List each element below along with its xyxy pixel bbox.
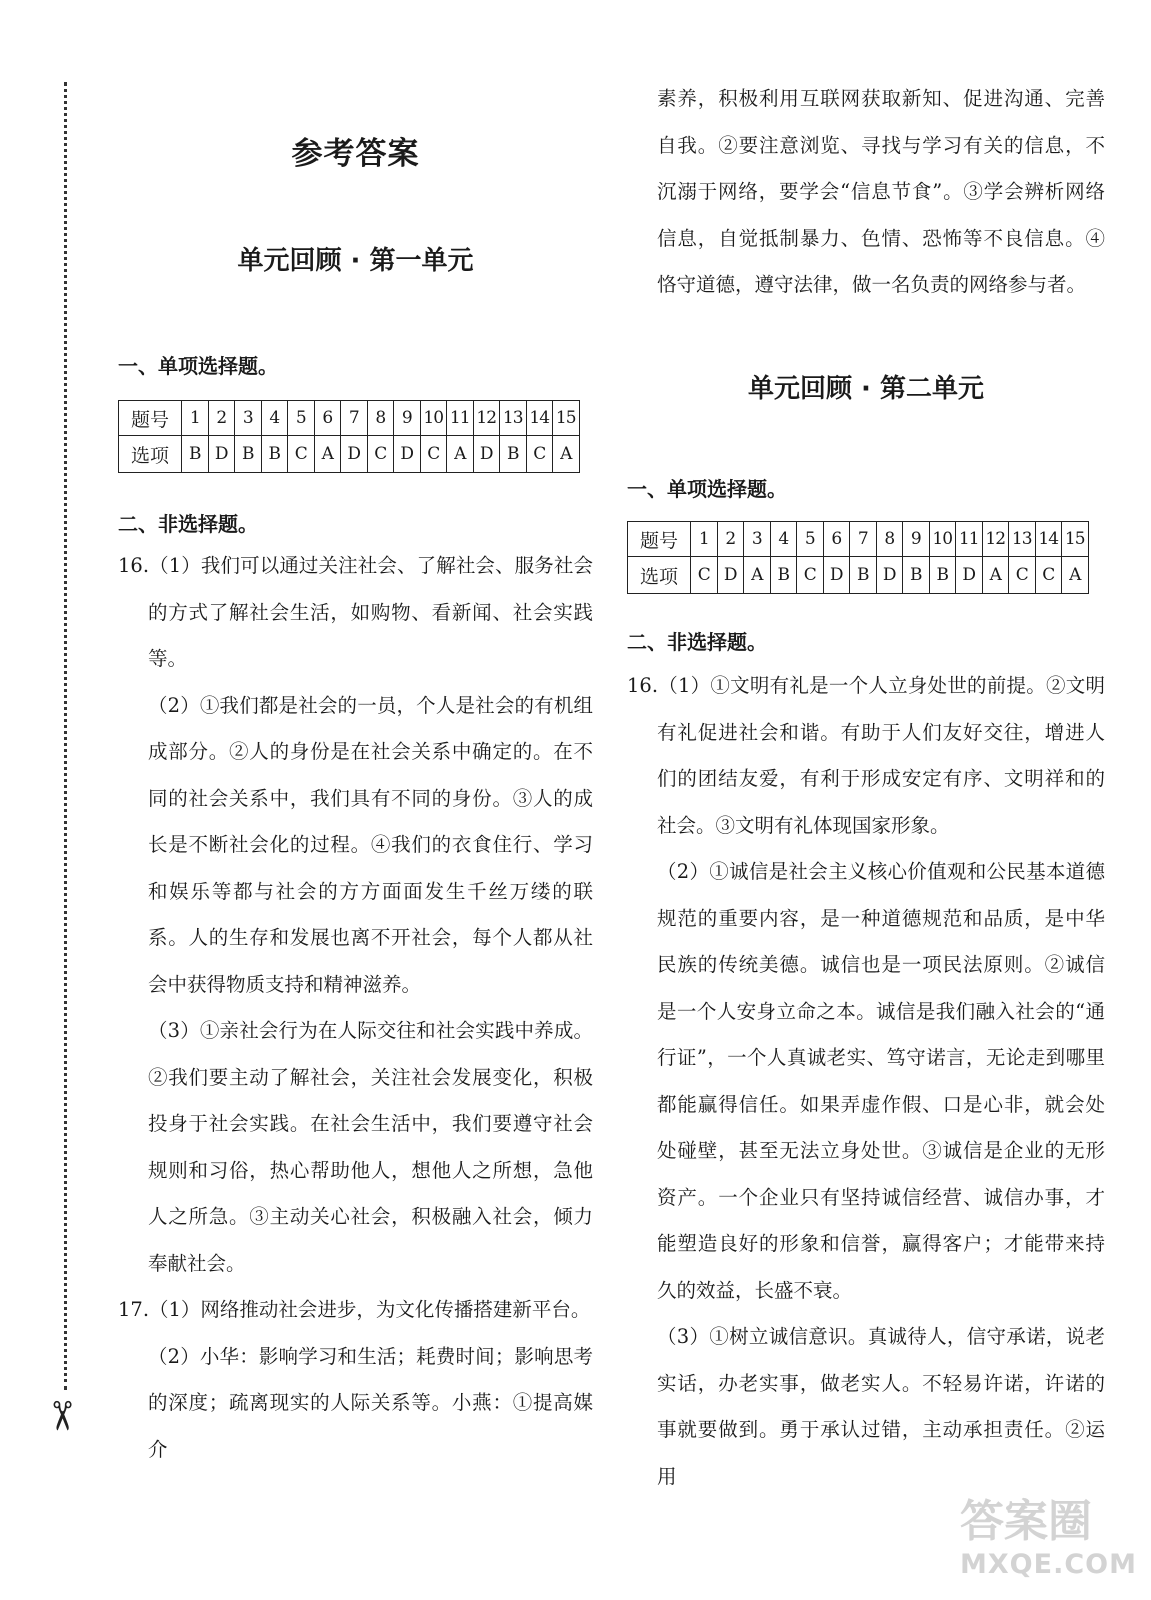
question-number: 6 [314,401,341,436]
answer-option: A [447,436,474,473]
unit2-answer-table [627,521,1089,594]
question-number: 7 [850,522,877,557]
scissors-icon: ✂ [37,1399,84,1433]
question-number: 5 [288,401,315,436]
answer-option: A [744,557,771,594]
answer-option: D [717,557,744,594]
unit2-title: 单元回顾 · 第二单元 [748,374,984,404]
row-label: 选项 [119,436,182,473]
row-label: 题号 [119,401,182,436]
answer-option: C [691,557,718,594]
answer-option: A [982,557,1009,594]
answer-option: D [394,436,421,473]
question-number: 4 [261,401,288,436]
question-number: 10 [420,401,447,436]
row-label: 选项 [628,557,691,594]
question-number: 14 [1035,522,1062,557]
question-number: 15 [1062,522,1089,557]
question-number: 6 [823,522,850,557]
page-title: 参考答案 [291,136,420,172]
watermark-logo: 答案圈 [960,1496,1092,1547]
answer-option: B [182,436,209,473]
answer-option: D [956,557,983,594]
answer-option: D [823,557,850,594]
question-number: 13 [1009,522,1036,557]
question-number: 11 [447,401,474,436]
unit2-option-row [628,557,1089,594]
unit1-answer-table [118,400,580,473]
question-number: 1 [182,401,209,436]
answer-option: A [553,436,580,473]
unit1-number-row [119,401,580,436]
unit1-q17-part2-cont: 素养，积极利用互联网获取新知、促进沟通、完善自我。②要注意浏览、寻找与学习有关的信息，不沉溺于网络，要学会“信息节食”。③学会辨析网络信息，自觉抵制暴力、色情、恐怖等不良信息。④恪守道德，遵守法律，做一名负责的网络参与者。 [657,87,1105,296]
question-number: 5 [797,522,824,557]
question-number: 10 [929,522,956,557]
question-number: 8 [876,522,903,557]
unit2-q16-part1: 16.（1）①文明有礼是一个人立身处世的前提。②文明有礼促进社会和谐。有助于人们友好交往，增进人们的团结友爱，有利于形成安定有序、文明祥和的社会。③文明有礼体现国家形象。 [627,674,1105,837]
cut-line [64,82,67,1390]
question-number: 12 [473,401,500,436]
unit1-section-choice: 一、单项选择题。 [118,354,278,378]
question-number: 4 [770,522,797,557]
question-number: 1 [691,522,718,557]
site-watermark [960,1496,1137,1580]
answer-option: D [208,436,235,473]
answer-option: C [288,436,315,473]
question-number: 14 [526,401,553,436]
question-number: 9 [394,401,421,436]
answer-option: B [903,557,930,594]
question-number: 15 [553,401,580,436]
unit1-q16-part1: 16.（1）我们可以通过关注社会、了解社会、服务社会的方式了解社会生活，如购物、看新闻、社会实践等。 [118,554,593,670]
question-number: 8 [367,401,394,436]
question-number: 7 [341,401,368,436]
answer-option: B [500,436,527,473]
answer-option: B [850,557,877,594]
question-number: 2 [208,401,235,436]
row-label: 题号 [628,522,691,557]
answer-option: A [1062,557,1089,594]
answer-option: B [929,557,956,594]
unit1-q17-part2: （2）小华：影响学习和生活；耗费时间；影响思考的深度；疏离现实的人际关系等。小燕：①提高媒介 [148,1344,593,1461]
answer-option: A [314,436,341,473]
unit1-q16-part3: （3）①亲社会行为在人际交往和社会实践中养成。②我们要主动了解社会，关注社会发展变化，积极投身于社会实践。在社会生活中，我们要遵守社会规则和习俗，热心帮助他人，想他人之所想，急他人之所急。③主动关心社会，积极融入社会，倾力奉献社会。 [148,1019,593,1275]
unit1-q17-part1: 17.（1）网络推动社会进步，为文化传播搭建新平台。 [118,1298,591,1321]
answer-option: C [526,436,553,473]
answer-option: C [797,557,824,594]
unit2-q16-part3: （3）①树立诚信意识。真诚待人，信守承诺，说老实话，办老实事，做老实人。不轻易许诺，许诺的事就要做到。勇于承认过错，主动承担责任。②运用 [657,1325,1105,1488]
unit2-answers-body [627,663,1105,1500]
unit2-section-open: 二、非选择题。 [627,630,767,654]
question-number: 13 [500,401,527,436]
unit1-q17-continued [627,76,1105,309]
answer-option: B [235,436,262,473]
unit2-q16-part2: （2）①诚信是社会主义核心价值观和公民基本道德规范的重要内容，是一种道德规范和品质，是中华民族的传统美德。诚信也是一项民法原则。②诚信是一个人安身立命之本。诚信是我们融入社会的“通行证”，一个人真诚老实、笃守诺言，无论走到哪里都能赢得信任。如果弄虚作假、口是心非，就会处处碰壁，甚至无法立身处世。③诚信是企业的无形资产。一个企业只有坚持诚信经营、诚信办事，才能塑造良好的形象和信誉，赢得客户；才能带来持久的效益，长盛不衰。 [657,860,1105,1302]
question-number: 11 [956,522,983,557]
question-number: 3 [744,522,771,557]
answer-option: D [876,557,903,594]
unit1-title: 单元回顾 · 第一单元 [237,246,474,276]
answer-option: B [261,436,288,473]
answer-option: C [367,436,394,473]
answer-option: B [770,557,797,594]
unit1-section-open: 二、非选择题。 [118,512,258,536]
question-number: 3 [235,401,262,436]
question-number: 9 [903,522,930,557]
answer-option: D [341,436,368,473]
question-number: 12 [982,522,1009,557]
watermark-url: MXQE.COM [960,1549,1137,1580]
answer-option: C [420,436,447,473]
unit1-option-row [119,436,580,473]
question-number: 2 [717,522,744,557]
unit2-number-row [628,522,1089,557]
unit1-answers-body [118,543,593,1473]
answer-option: C [1009,557,1036,594]
unit1-q16-part2: （2）①我们都是社会的一员，个人是社会的有机组成部分。②人的身份是在社会关系中确定的。在不同的社会关系中，我们具有不同的身份。③人的成长是不断社会化的过程。④我们的衣食住行、学习和娱乐等都与社会的方方面面发生千丝万缕的联系。人的生存和发展也离不开社会，每个人都从社会中获得物质支持和精神滋养。 [148,693,593,996]
unit2-section-choice: 一、单项选择题。 [627,477,787,501]
answer-option: D [473,436,500,473]
answer-option: C [1035,557,1062,594]
